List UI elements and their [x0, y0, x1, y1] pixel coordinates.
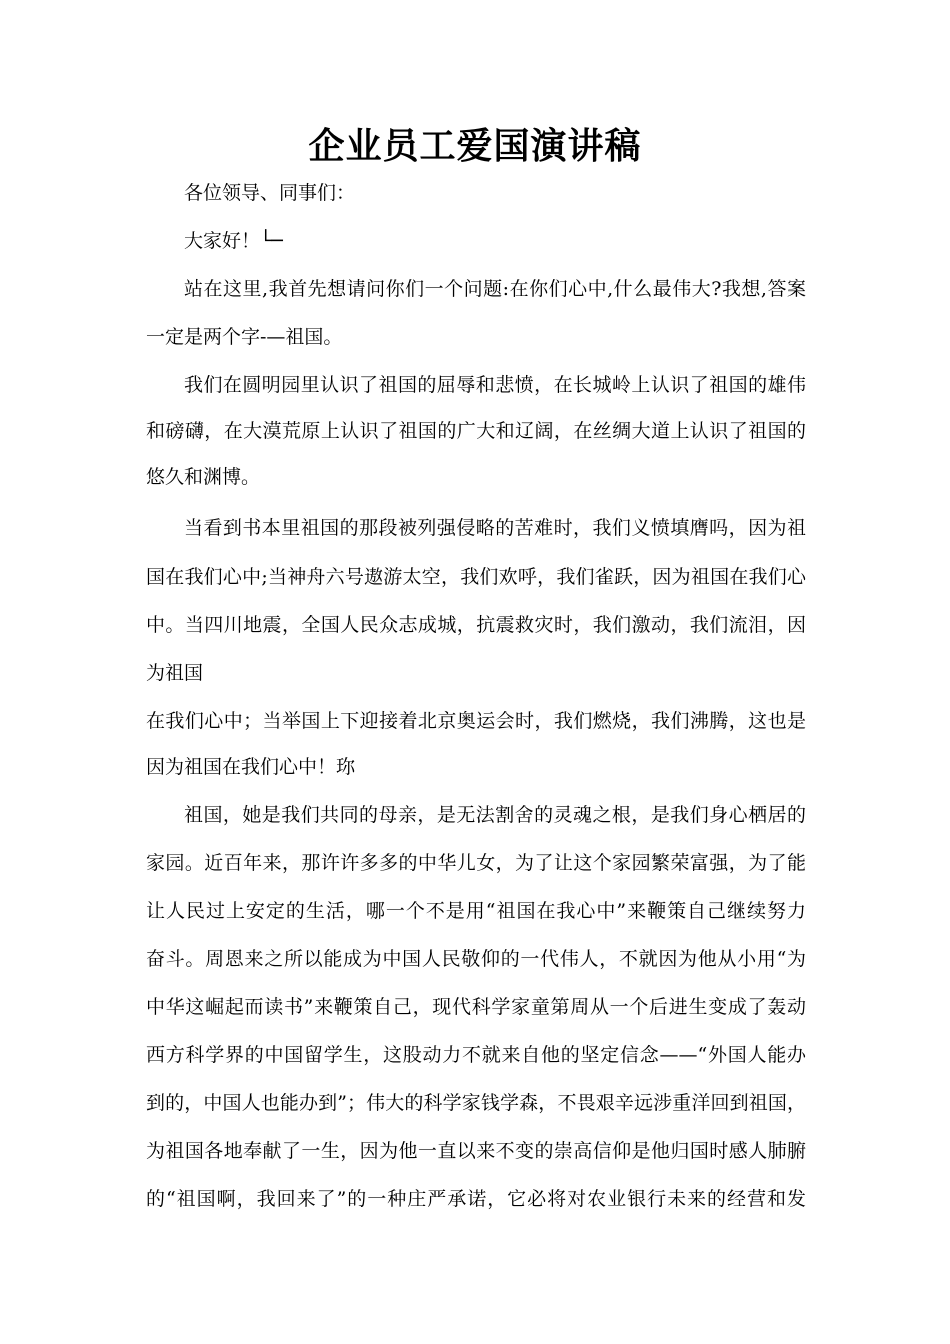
- paragraph-line: 当看到书本里祖国的那段被列强侵略的苦难时，我们义愤填膺吗，因为祖: [184, 517, 806, 539]
- paragraph-line: 我们在圆明园里认识了祖国的屈辱和悲愤，在长城岭上认识了祖国的雄伟: [184, 374, 806, 396]
- page-title: 企业员工爱国演讲稿: [308, 125, 642, 167]
- paragraph-line: 祖国，她是我们共同的母亲，是无法割舍的灵魂之根，是我们身心栖居的: [184, 804, 806, 826]
- paragraph-line: 站在这里,我首先想请问你们一个问题:在你们心中,什么最伟大?我想,答案: [184, 278, 806, 300]
- paragraph-line: 西方科学界的中国留学生，这股动力不就来自他的坚定信念——“外国人能办: [146, 1044, 806, 1066]
- paragraph-line: 中。当四川地震，全国人民众志成城，抗震救灾时，我们激动，我们流泪，因: [146, 614, 806, 636]
- paragraph-line: 在我们心中；当举国上下迎接着北京奥运会时，我们燃烧，我们沸腾，这也是: [146, 710, 806, 732]
- paragraph-line: 悠久和渊博。: [146, 466, 261, 488]
- paragraph-line: 因为祖国在我们心中！珎: [146, 756, 356, 778]
- paragraph-line: 奋斗。周恩来之所以能成为中国人民敬仰的一代伟人，不就因为他从小用“为: [146, 948, 806, 970]
- paragraph-line: 家园。近百年来，那许许多多的中华儿女，为了让这个家园繁荣富强，为了能: [146, 852, 806, 874]
- salutation: 各位领导、同事们：: [184, 182, 356, 204]
- greeting: 大家好！└─: [184, 230, 283, 252]
- paragraph-line: 为祖国: [146, 662, 204, 684]
- paragraph-line: 一定是两个字-—祖国。: [146, 326, 343, 348]
- paragraph-line: 到的，中国人也能办到”；伟大的科学家钱学森，不畏艰辛远涉重洋回到祖国，: [146, 1092, 806, 1114]
- paragraph-line: 中华这崛起而读书”来鞭策自己，现代科学家童第周从一个后进生变成了轰动: [146, 996, 806, 1018]
- paragraph-line: 让人民过上安定的生活，哪一个不是用“祖国在我心中”来鞭策自己继续努力: [146, 900, 806, 922]
- paragraph-line: 和磅礴，在大漠荒原上认识了祖国的广大和辽阔，在丝绸大道上认识了祖国的: [146, 420, 806, 442]
- paragraph-line: 的“祖国啊，我回来了”的一种庄严承诺，它必将对农业银行未来的经营和发: [146, 1188, 806, 1210]
- paragraph-line: 国在我们心中;当神舟六号遨游太空，我们欢呼，我们雀跃，因为祖国在我们心: [146, 566, 806, 588]
- paragraph-line: 为祖国各地奉献了一生，因为他一直以来不变的崇高信仰是他归国时感人肺腑: [146, 1140, 806, 1162]
